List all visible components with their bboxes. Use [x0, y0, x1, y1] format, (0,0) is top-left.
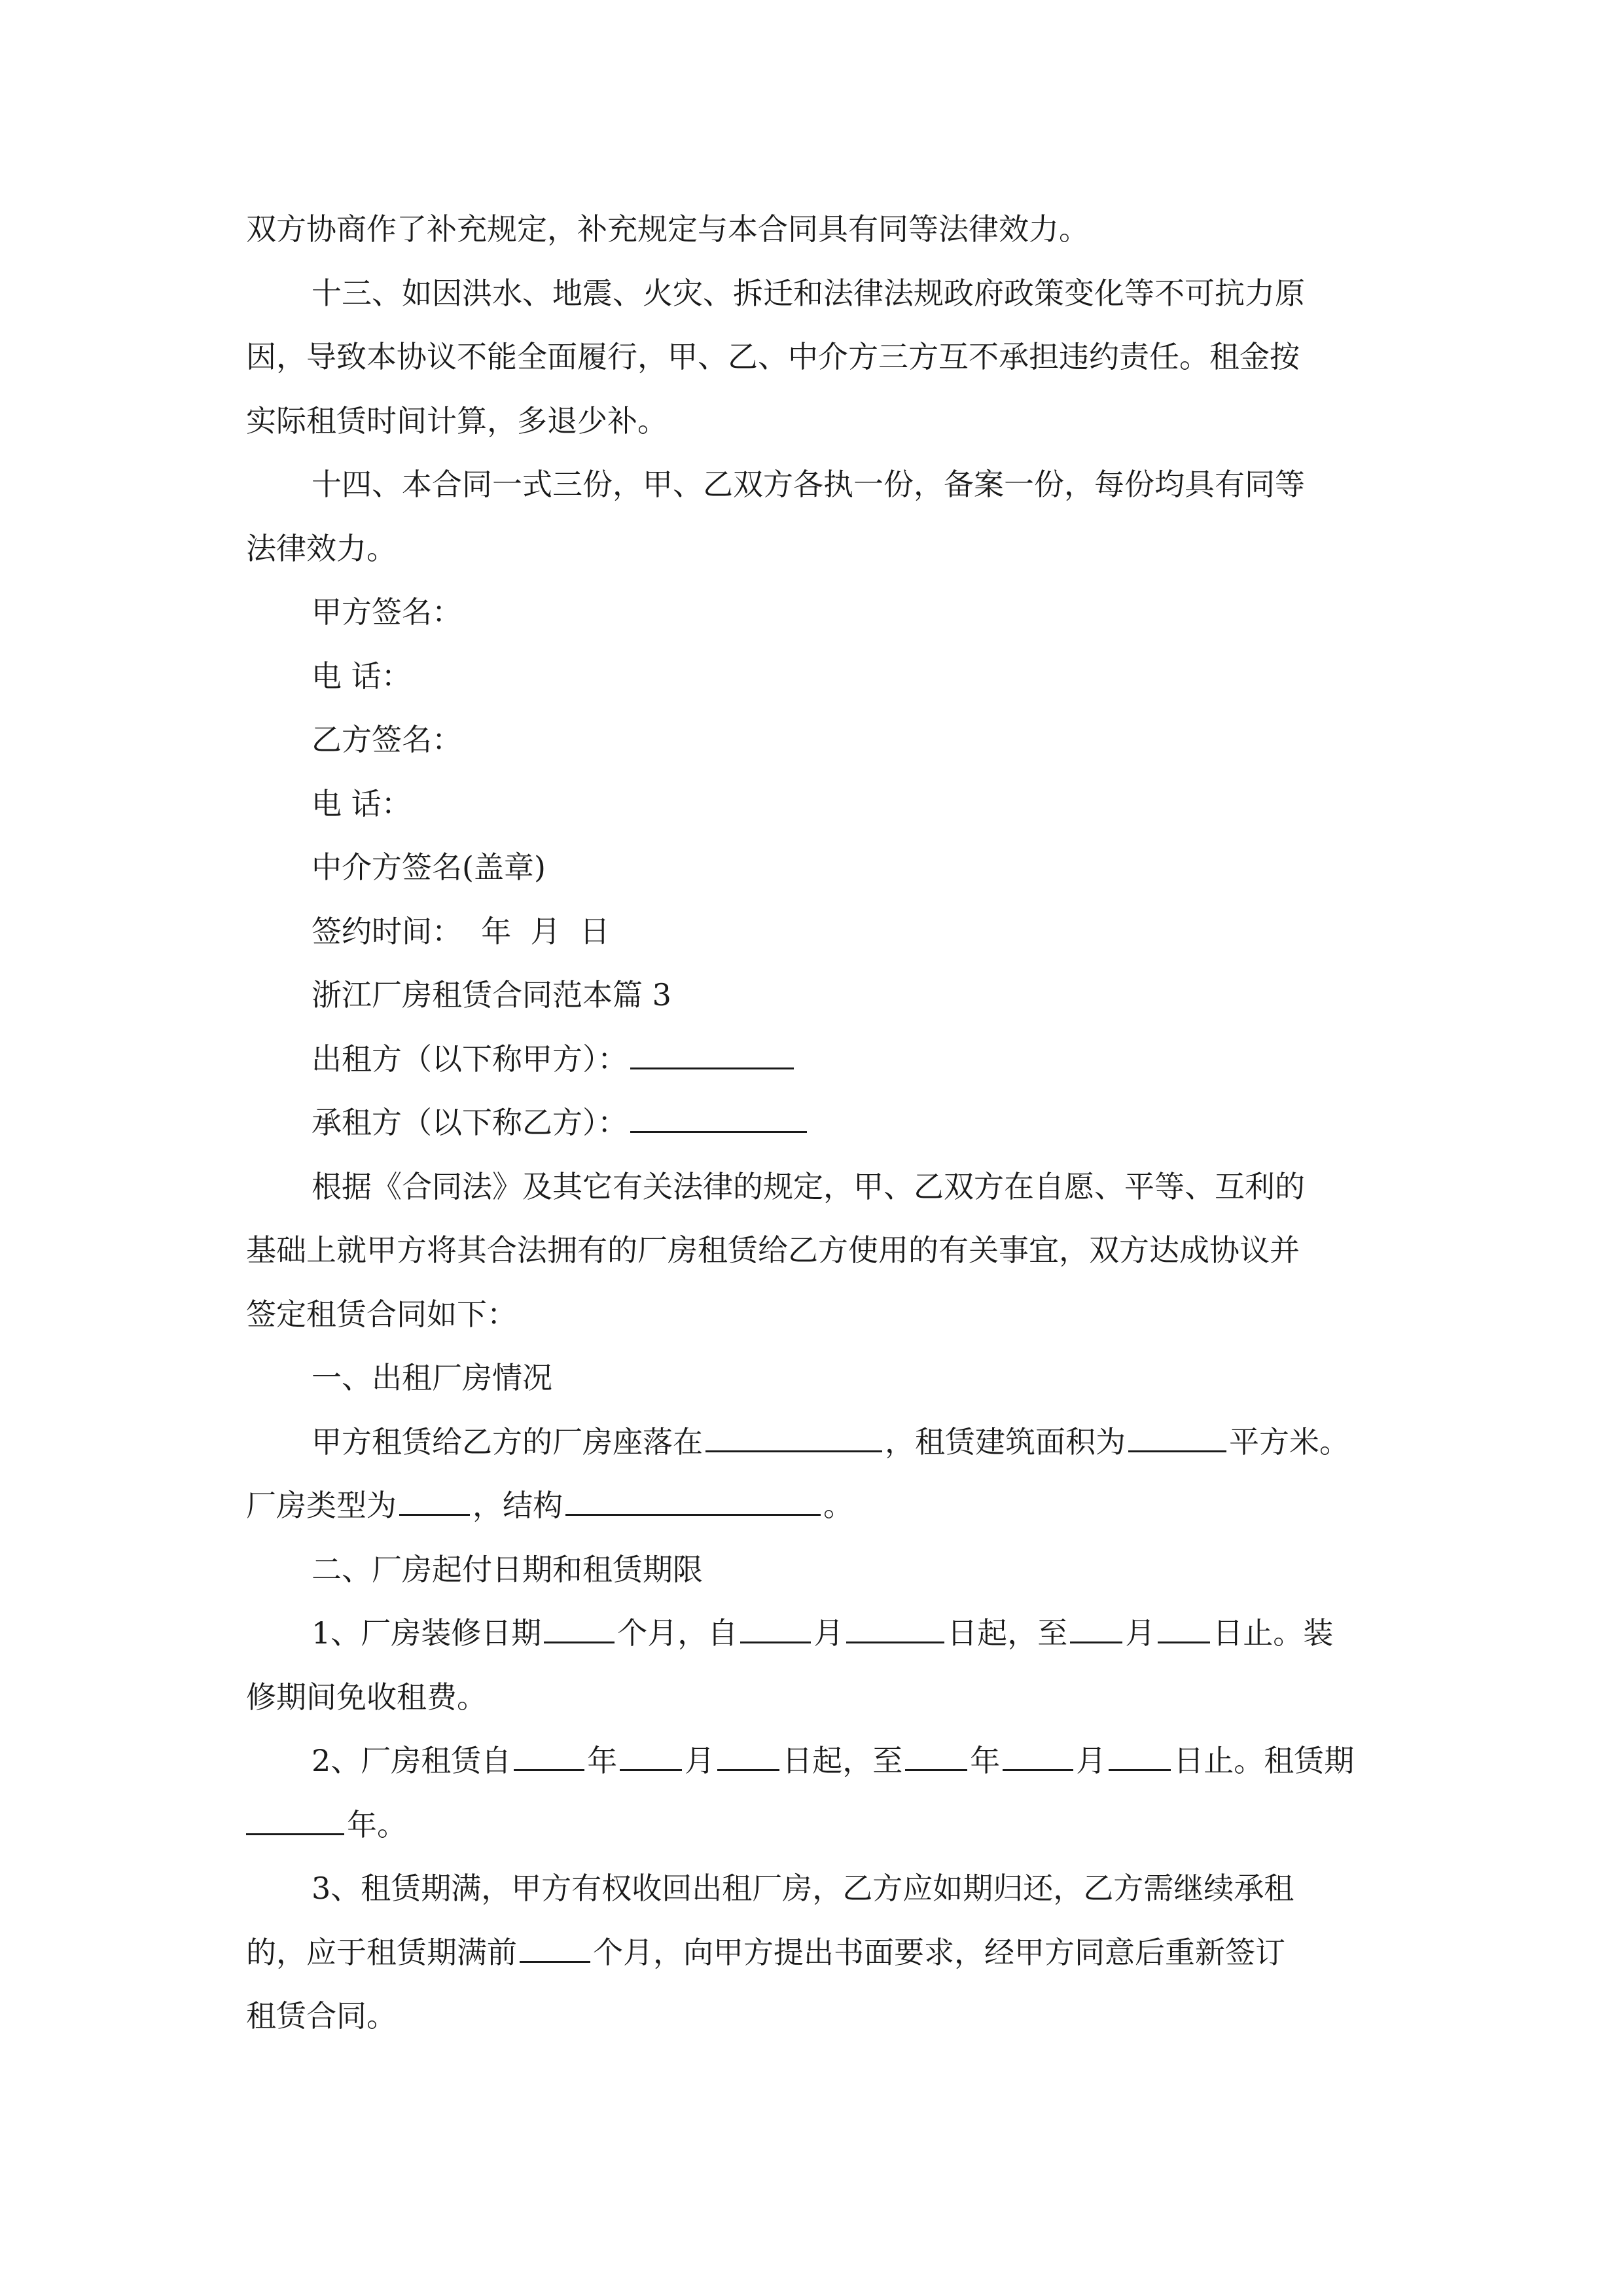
text-line: 基础上就甲方将其合法拥有的厂房租赁给乙方使用的有关事宜，双方达成协议并: [246, 1232, 1300, 1268]
text-line: 日止。租赁期: [1173, 1743, 1355, 1778]
blank-line: [620, 1743, 682, 1771]
text-line: 月: [685, 1743, 715, 1778]
blank-line: [1109, 1743, 1171, 1771]
text-line: 修期间免收租费。: [246, 1679, 487, 1715]
text-line: 月: [813, 1615, 844, 1651]
blank-line: [1003, 1743, 1073, 1771]
party-a-phone: 电 话：: [312, 658, 412, 694]
lessor-line: [246, 1028, 1377, 1092]
text-line: 双方协商作了补充规定，补充规定与本合同具有同等法律效力。: [246, 211, 1089, 247]
blank-line: [740, 1615, 811, 1643]
text-line: 实际租赁时间计算，多退少补。: [246, 403, 668, 439]
agent-signature: 中介方签名(盖章): [312, 850, 546, 885]
text-line: 3、租赁期满，甲方有权收回出租厂房，乙方应如期归还，乙方需继续承租: [312, 1871, 1294, 1906]
signing-date: 签约时间： 年 月 日: [312, 913, 610, 949]
text-line: 。: [823, 1488, 853, 1523]
text-line: 十四、本合同一式三份，甲、乙双方各执一份，备案一份，每份均具有同等: [312, 467, 1305, 502]
blank-line: [399, 1488, 470, 1516]
blank-line: [905, 1743, 967, 1771]
text-line: 租赁合同。: [246, 1998, 397, 2034]
blank-line: [544, 1615, 615, 1643]
clause-13-line-1: [246, 262, 1377, 326]
heading-2: 二、厂房起付日期和租赁期限: [312, 1551, 703, 1587]
preamble-line-1: [246, 1155, 1377, 1219]
text-line: 的，应于租赁期满前: [246, 1934, 517, 1970]
clause-13-line-2: [246, 325, 1377, 389]
text-line: 日起，至: [947, 1615, 1068, 1651]
blank-line: [1158, 1615, 1210, 1643]
text-line: 因，导致本协议不能全面履行，甲、乙、中介方三方互不承担违约责任。租金按: [246, 339, 1300, 374]
item-2-line-1: [246, 1729, 1377, 1793]
party-a-signature: 甲方签名：: [312, 594, 462, 630]
term-years-line: [246, 1793, 1377, 1857]
clause-14-line-1: [246, 453, 1377, 517]
item-1-line-1: [246, 1602, 1377, 1666]
blank-line: [846, 1615, 944, 1643]
section-title: 浙江厂房租赁合同范本篇 3: [312, 977, 671, 1013]
blank-line: [705, 1424, 882, 1452]
text-line: 日止。装: [1213, 1615, 1334, 1651]
text-line: 法律效力。: [246, 530, 397, 566]
text-line: 十三、如因洪水、地震、火灾、拆迁和法律法规政府政策变化等不可抗力原: [312, 275, 1305, 311]
text-line: 月: [1125, 1615, 1156, 1651]
text-line: 年。: [347, 1806, 407, 1842]
blank-line: [565, 1488, 821, 1516]
type-line: [246, 1474, 1377, 1538]
blank-line: [630, 1041, 794, 1069]
text-line: 1、厂房装修日期: [312, 1615, 542, 1651]
text-line: ，租赁建筑面积为: [885, 1424, 1126, 1460]
text-line: 日起，至: [782, 1743, 903, 1778]
location-line: [246, 1410, 1377, 1475]
text-line: 年: [587, 1743, 618, 1778]
text-line: 2、厂房租赁自: [312, 1743, 512, 1778]
text-line: 根据《合同法》及其它有关法律的规定，甲、乙双方在自愿、平等、互利的: [312, 1168, 1305, 1204]
preamble-line-2: [246, 1219, 1377, 1283]
text-line: 甲方租赁给乙方的厂房座落在: [312, 1424, 703, 1460]
text-line: 年: [970, 1743, 1001, 1778]
item-3-line-2: [246, 1921, 1377, 1985]
item-3-line-1: [246, 1857, 1377, 1921]
text-line: ，结构: [473, 1488, 563, 1523]
blank-line: [514, 1743, 584, 1771]
party-b-signature: 乙方签名：: [312, 722, 462, 757]
lessee-line: [246, 1091, 1377, 1155]
text-line: 承租方（以下称乙方）：: [312, 1105, 628, 1140]
text-line: 月: [1076, 1743, 1107, 1778]
blank-line: [246, 1807, 344, 1835]
text-line: 出租方（以下称甲方）：: [312, 1041, 628, 1077]
text-line: 平方米。: [1229, 1424, 1349, 1460]
party-b-phone: 电 话：: [312, 785, 412, 821]
blank-line: [630, 1105, 807, 1133]
contract-text: [246, 198, 1377, 2049]
heading-1: 一、出租厂房情况: [312, 1360, 552, 1395]
text-line: 签定租赁合同如下：: [246, 1296, 517, 1332]
text-line: 个月，向甲方提出书面要求，经甲方同意后重新签订: [593, 1934, 1285, 1970]
text-line: 个月，自: [617, 1615, 738, 1651]
blank-line: [717, 1743, 779, 1771]
blank-line: [1128, 1424, 1226, 1452]
blank-line: [1070, 1615, 1122, 1643]
text-line: 厂房类型为: [246, 1488, 397, 1523]
blank-line: [520, 1935, 590, 1963]
